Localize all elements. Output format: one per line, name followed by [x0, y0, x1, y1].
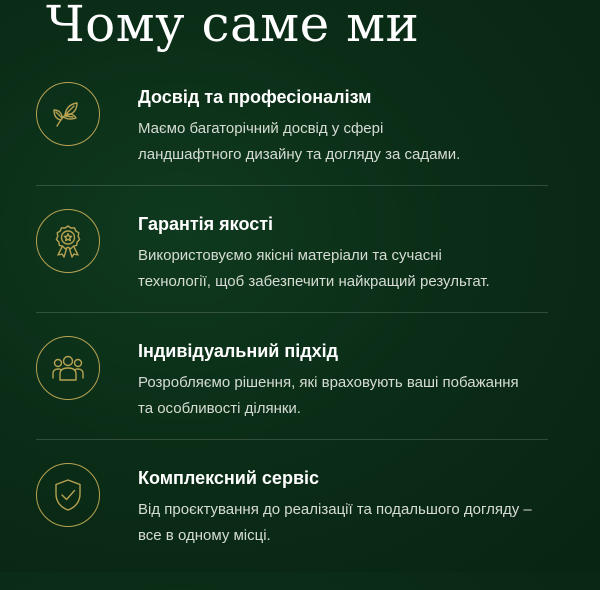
divider: [36, 439, 548, 440]
feature-title: Досвід та професіоналізм: [138, 87, 372, 107]
award-badge-icon: [36, 209, 100, 273]
feature-item-quality: [0, 209, 600, 336]
feature-description-line: Від проєктування до реалізації та подальшого догляду –: [138, 501, 532, 518]
feature-description: [138, 497, 578, 549]
feature-item-individual: [0, 336, 600, 463]
divider: [36, 312, 548, 313]
users-group-icon: [36, 336, 100, 400]
feature-description: [138, 370, 578, 422]
feature-title: Індивідуальний підхід: [138, 341, 339, 361]
feature-title: Гарантія якості: [138, 214, 274, 234]
divider: [36, 185, 548, 186]
feature-description-line: все в одному місці.: [138, 527, 271, 544]
feature-description-line: Використовуємо якісні матеріали та сучасні: [138, 247, 442, 264]
feature-description: [138, 243, 578, 295]
leaf-icon: [36, 82, 100, 146]
feature-description-line: Маємо багаторічний досвід у сфері: [138, 120, 384, 137]
feature-description: [138, 116, 578, 168]
feature-item-complex-service: [0, 463, 600, 590]
feature-description-line: ландшафтного дизайну та догляду за садами.: [138, 146, 461, 163]
feature-description-line: технології, щоб забезпечити найкращий результат.: [138, 273, 490, 290]
feature-item-experience: [0, 82, 600, 209]
feature-description-line: Розробляємо рішення, які враховують ваші побажання: [138, 374, 519, 391]
feature-description-line: та особливості ділянки.: [138, 400, 301, 417]
feature-title: Комплексний сервіс: [138, 468, 320, 488]
section-title: Чому саме ми: [46, 0, 420, 53]
shield-check-icon: [36, 463, 100, 527]
